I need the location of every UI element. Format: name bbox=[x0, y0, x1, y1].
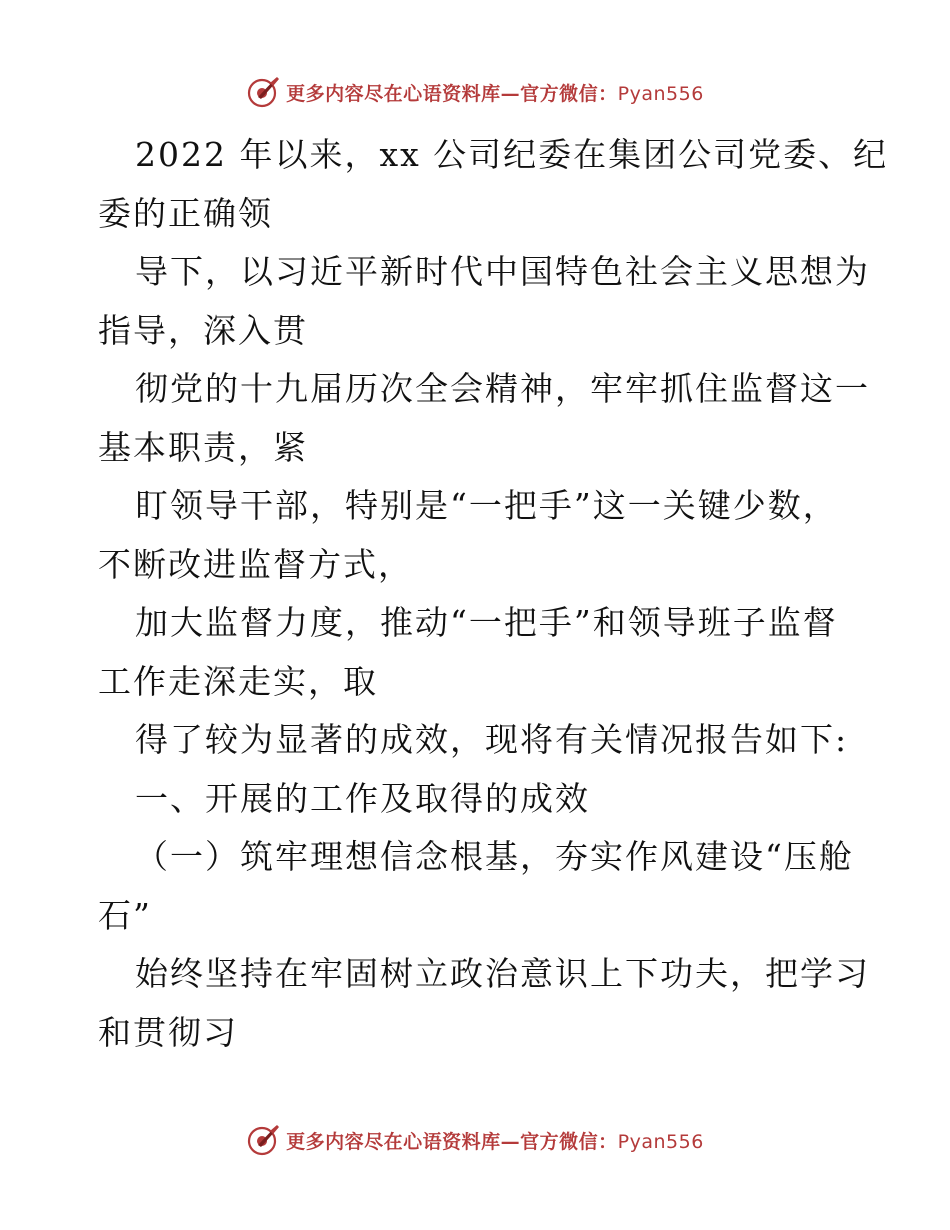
text-line: 和贯彻习 bbox=[98, 1012, 238, 1052]
text-line: 2022 年以来，xx 公司纪委在集团公司党委、纪 bbox=[135, 135, 889, 174]
text-line: 始终坚持在牢固树立政治意识上下功夫，把学习 bbox=[135, 954, 870, 993]
watermark-text-cn: 更多内容尽在心语资料库—官方微信： bbox=[286, 82, 618, 105]
text-line: 得了较为显著的成效，现将有关情况报告如下: bbox=[135, 720, 849, 759]
watermark-text-id: Pyan556 bbox=[617, 1130, 704, 1153]
feather-pen-circle-logo-icon bbox=[246, 1123, 280, 1157]
document-body bbox=[98, 126, 889, 1062]
text-line: 一、开展的工作及取得的成效 bbox=[135, 778, 590, 818]
feather-pen-circle-logo-icon bbox=[246, 75, 280, 109]
text-line: 工作走深走实，取 bbox=[98, 661, 378, 701]
text-line: 基本职责，紧 bbox=[98, 427, 308, 467]
text-line: 指导，深入贯 bbox=[98, 310, 308, 350]
text-line: （一）筑牢理想信念根基，夯实作风建设“压舱 bbox=[135, 837, 854, 876]
watermark-text-id: Pyan556 bbox=[617, 82, 704, 105]
text-line: 彻党的十九届历次全会精神，牢牢抓住监督这一 bbox=[135, 369, 870, 408]
footer-watermark bbox=[0, 1120, 950, 1160]
watermark-text bbox=[286, 1127, 704, 1154]
text-line: 委的正确领 bbox=[98, 193, 273, 233]
text-line: 加大监督力度，推动“一把手”和领导班子监督 bbox=[135, 603, 838, 642]
header-watermark bbox=[0, 72, 950, 112]
text-line: 不断改进监督方式， bbox=[98, 544, 413, 584]
watermark-text-cn: 更多内容尽在心语资料库—官方微信： bbox=[286, 1130, 618, 1153]
text-line: 导下，以习近平新时代中国特色社会主义思想为 bbox=[135, 252, 870, 291]
watermark-text bbox=[286, 79, 704, 106]
text-line: 盯领导干部，特别是“一把手”这一关键少数， bbox=[135, 486, 838, 525]
text-line: 石” bbox=[98, 895, 152, 935]
